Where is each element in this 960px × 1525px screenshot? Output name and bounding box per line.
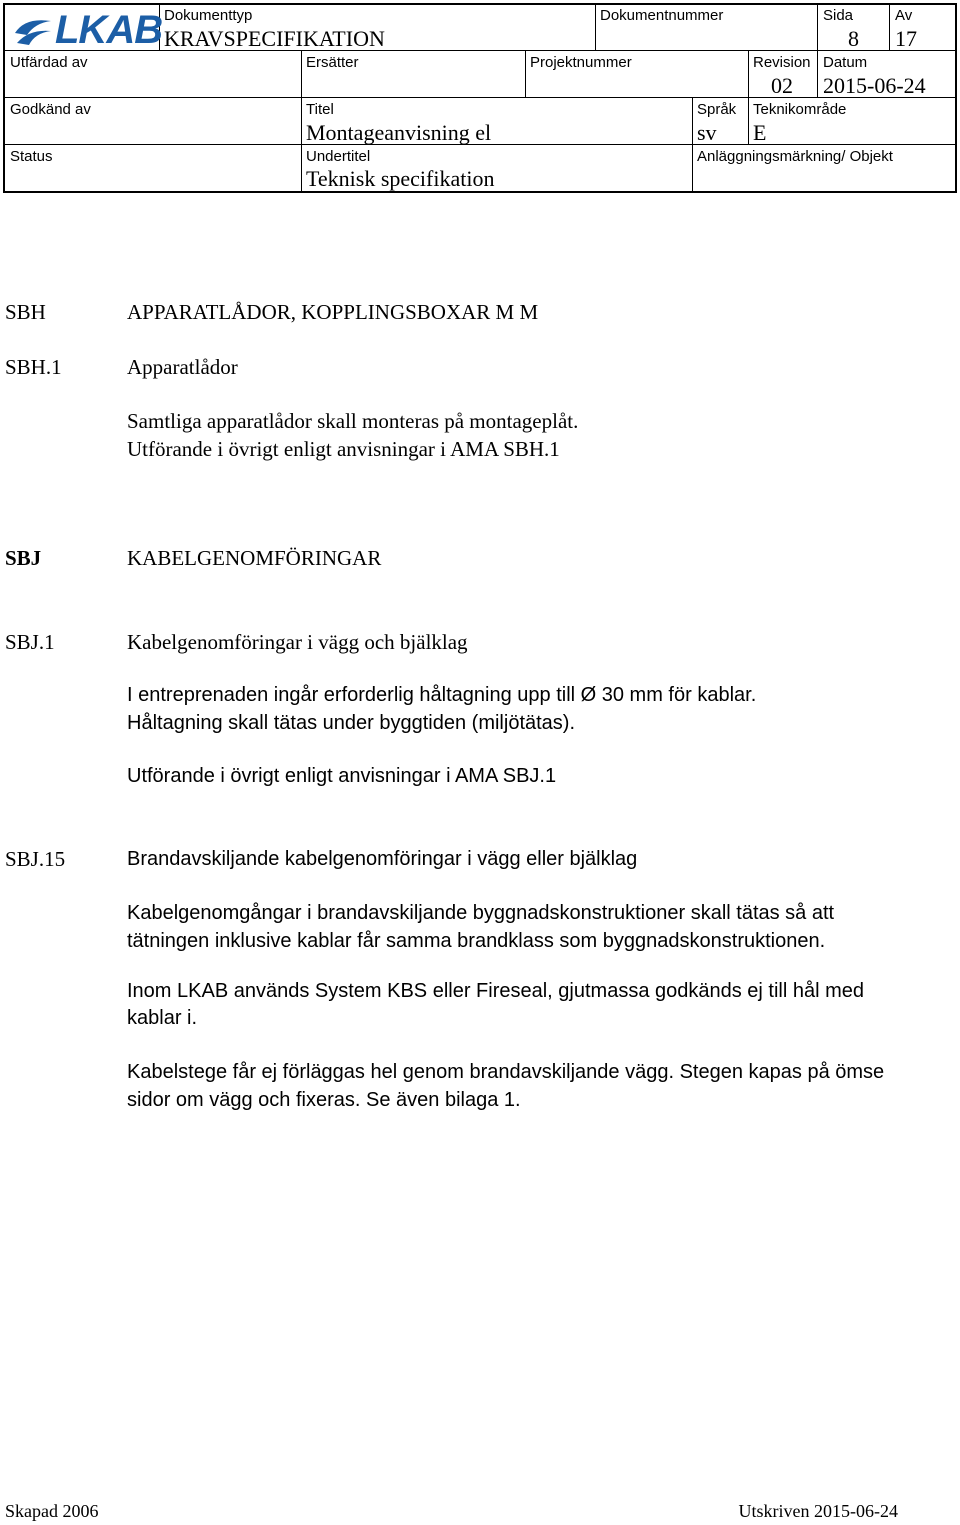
paragraph: Utförande i övrigt enligt anvisningar i AMA SBJ.1	[127, 765, 557, 787]
header-divider	[817, 5, 818, 50]
header-divider	[301, 50, 302, 97]
paragraph: Samtliga apparatlådor skall monteras på montageplåt.	[127, 409, 579, 433]
header-divider	[301, 97, 302, 144]
plant-designation-label: Anläggningsmärkning/ Objekt	[697, 148, 893, 165]
subtitle-label: Undertitel	[306, 148, 371, 165]
section-code-sbj15: SBJ.15	[5, 847, 66, 871]
page-count-value: 17	[895, 26, 917, 51]
header-divider	[748, 97, 749, 144]
section-code-sbj1: SBJ.1	[5, 630, 55, 654]
paragraph: kablar i.	[127, 1007, 198, 1029]
section-heading-sbj: KABELGENOMFÖRINGAR	[127, 546, 382, 570]
subtitle-value: Teknisk specifikation	[306, 166, 495, 191]
doc-number-label: Dokumentnummer	[600, 7, 724, 24]
section-heading-sbh1: Apparatlådor	[127, 355, 238, 379]
project-number-label: Projektnummer	[530, 54, 632, 71]
page-label: Sida	[823, 7, 854, 24]
logo-mark-icon	[13, 13, 53, 49]
issued-by-label: Utfärdad av	[10, 54, 88, 71]
date-value: 2015-06-24	[823, 73, 926, 98]
page-count-label: Av	[895, 7, 913, 24]
header-divider	[525, 50, 526, 97]
paragraph: Kabelgenomgångar i brandavskiljande byggnadskonstruktioner skall tätas så att	[127, 902, 835, 924]
language-label: Språk	[697, 101, 737, 118]
section-heading-sbj15: Brandavskiljande kabelgenomföringar i vägg eller bjälklag	[127, 848, 638, 870]
section-code-sbh: SBH	[5, 300, 46, 324]
tech-area-value: E	[753, 120, 767, 145]
doc-type-label: Dokumenttyp	[164, 7, 253, 24]
header-divider	[301, 144, 302, 191]
section-heading-sbh: APPARATLÅDOR, KOPPLINGSBOXAR M M	[127, 300, 539, 324]
lkab-logo	[13, 8, 163, 52]
header-divider	[748, 50, 749, 97]
language-value: sv	[697, 120, 717, 145]
paragraph: tätningen inklusive kablar får samma brandklass som byggnadskonstruktionen.	[127, 930, 826, 952]
header-divider	[817, 50, 818, 97]
page-value: 8	[848, 26, 859, 51]
header-divider	[889, 5, 890, 50]
revision-value: 02	[771, 73, 793, 98]
paragraph: I entreprenaden ingår erforderlig håltagning upp till Ø 30 mm för kablar.	[127, 684, 757, 706]
status-label: Status	[10, 148, 53, 165]
section-code-sbj: SBJ	[5, 546, 42, 570]
doc-type-value: KRAVSPECIFIKATION	[164, 26, 385, 51]
document-header	[3, 3, 957, 193]
date-label: Datum	[823, 54, 868, 71]
paragraph: Håltagning skall tätas under byggtiden (miljötätas).	[127, 712, 576, 734]
footer-created: Skapad 2006	[5, 1501, 99, 1521]
paragraph: Kabelstege får ej förläggas hel genom brandavskiljande vägg. Stegen kapas på ömse	[127, 1061, 885, 1083]
section-code-sbh1: SBH.1	[5, 355, 62, 379]
revision-label: Revision	[753, 54, 811, 71]
paragraph: sidor om vägg och fixeras. Se även bilaga 1.	[127, 1089, 521, 1111]
tech-area-label: Teknikområde	[753, 101, 847, 118]
paragraph: Inom LKAB används System KBS eller Fireseal, gjutmassa godkänds ej till hål med	[127, 980, 865, 1002]
header-rule	[5, 97, 955, 98]
title-value: Montageanvisning el	[306, 120, 492, 145]
section-heading-sbj1: Kabelgenomföringar i vägg och bjälklag	[127, 630, 468, 654]
replaces-label: Ersätter	[306, 54, 359, 71]
header-divider	[692, 97, 693, 144]
approved-by-label: Godkänd av	[10, 101, 91, 118]
header-divider	[692, 144, 693, 191]
header-divider	[595, 5, 596, 50]
paragraph: Utförande i övrigt enligt anvisningar i AMA SBH.1	[127, 437, 560, 461]
logo-wordmark: LKAB	[55, 8, 163, 52]
title-label: Titel	[306, 101, 334, 118]
footer-printed: Utskriven 2015-06-24	[738, 1501, 898, 1521]
